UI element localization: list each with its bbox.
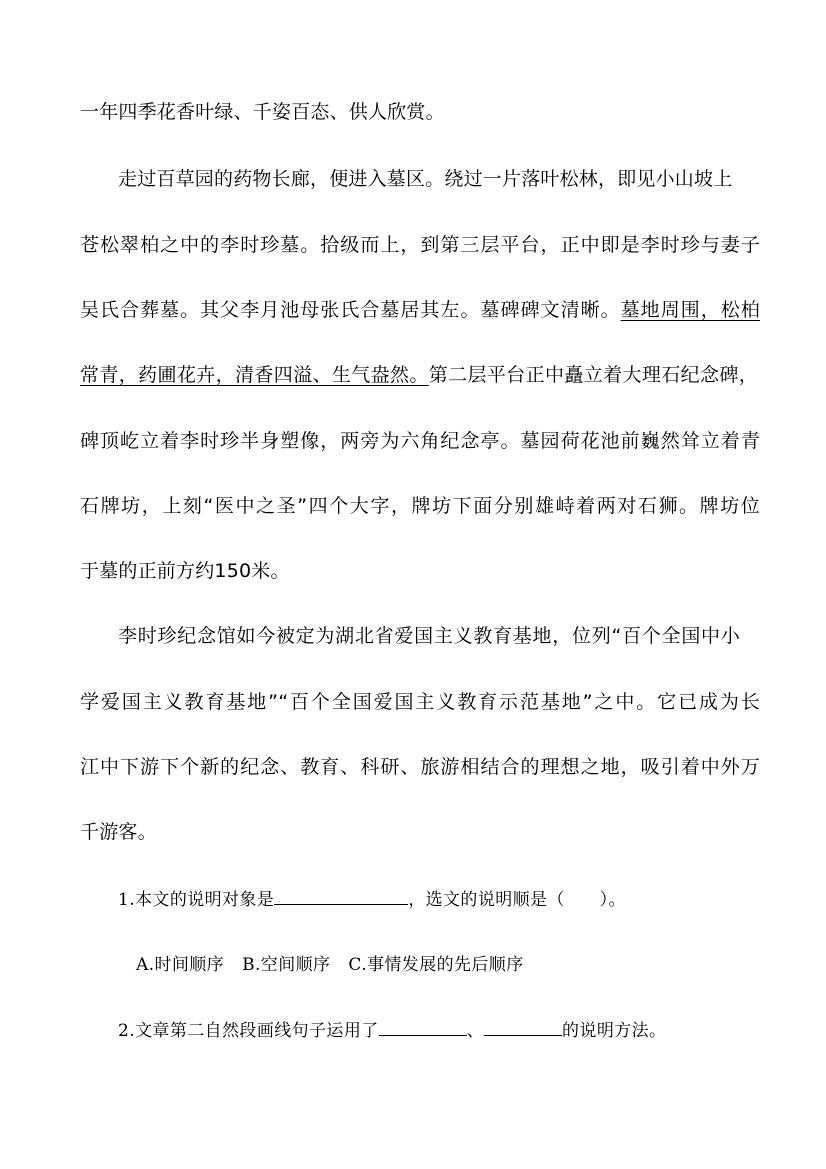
question-1	[118, 887, 798, 913]
paragraph-3-line-3: 江中下游下个新的纪念、教育、科研、旅游相结合的理想之地，吸引着中外万	[80, 756, 760, 778]
question-2	[118, 1018, 798, 1044]
option-a[interactable]: A.时间顺序	[136, 955, 225, 975]
paragraph-2-line-2: 苍松翠柏之中的李时珍墓。拾级而上，到第三层平台，正中即是李时珍与妻子	[80, 234, 760, 256]
paragraph-2-line-3	[80, 297, 760, 323]
question-2-prompt: 2.文章第二自然段画线句子运用了	[118, 1021, 379, 1041]
paragraph-2-line-4	[80, 362, 758, 388]
paragraph-3-line-2: 学爱国主义教育基地”“百个全国爱国主义教育示范基地”之中。它已成为长	[80, 691, 760, 713]
paragraph-2-line-6: 石牌坊，上刻“医中之圣”四个大字，牌坊下面分别雄峙着两对石狮。牌坊位	[80, 495, 760, 517]
paragraph-3-line-4: 千游客。	[80, 821, 157, 843]
plain-text: 第二层平台正中矗立着大理石纪念碑，	[428, 364, 758, 386]
question-2-tail: 的说明方法。	[562, 1021, 667, 1041]
paragraph-2-line-5: 碑顶屹立着李时珍半身塑像，两旁为六角纪念亭。墓园荷花池前巍然耸立着青	[80, 430, 760, 452]
answer-blank-1[interactable]	[274, 887, 408, 905]
blank-separator: 、	[466, 1021, 485, 1041]
question-1-tail: ，选文的说明顺是（ ）。	[408, 890, 626, 910]
answer-blank-2[interactable]	[379, 1018, 467, 1036]
paragraph-1-line-1: 一年四季花香叶绿、千姿百态、供人欣赏。	[80, 101, 445, 123]
answer-blank-3[interactable]	[484, 1018, 562, 1036]
paragraph-2-line-7: 于墓的正前方约150米。	[80, 560, 290, 582]
plain-text: 吴氏合葬墓。其父李月池母张氏合墓居其左。墓碑碑文清晰。	[80, 299, 621, 321]
question-1-options	[136, 952, 816, 978]
underlined-sentence-part-2: 常青，药圃花卉，清香四溢、生气盎然。	[80, 364, 429, 386]
option-c[interactable]: C.事情发展的先后顺序	[348, 955, 524, 975]
underlined-sentence-part-1: 墓地周围，松柏	[620, 299, 761, 321]
paragraph-2-line-1: 走过百草园的药物长廊，便进入墓区。绕过一片落叶松林，即见小山坡上	[118, 168, 733, 190]
paragraph-3-line-1: 李时珍纪念馆如今被定为湖北省爱国主义教育基地，位列“百个全国中小	[118, 625, 740, 647]
option-b[interactable]: B.空间顺序	[242, 955, 331, 975]
question-1-prompt: 1.本文的说明对象是	[118, 890, 275, 910]
